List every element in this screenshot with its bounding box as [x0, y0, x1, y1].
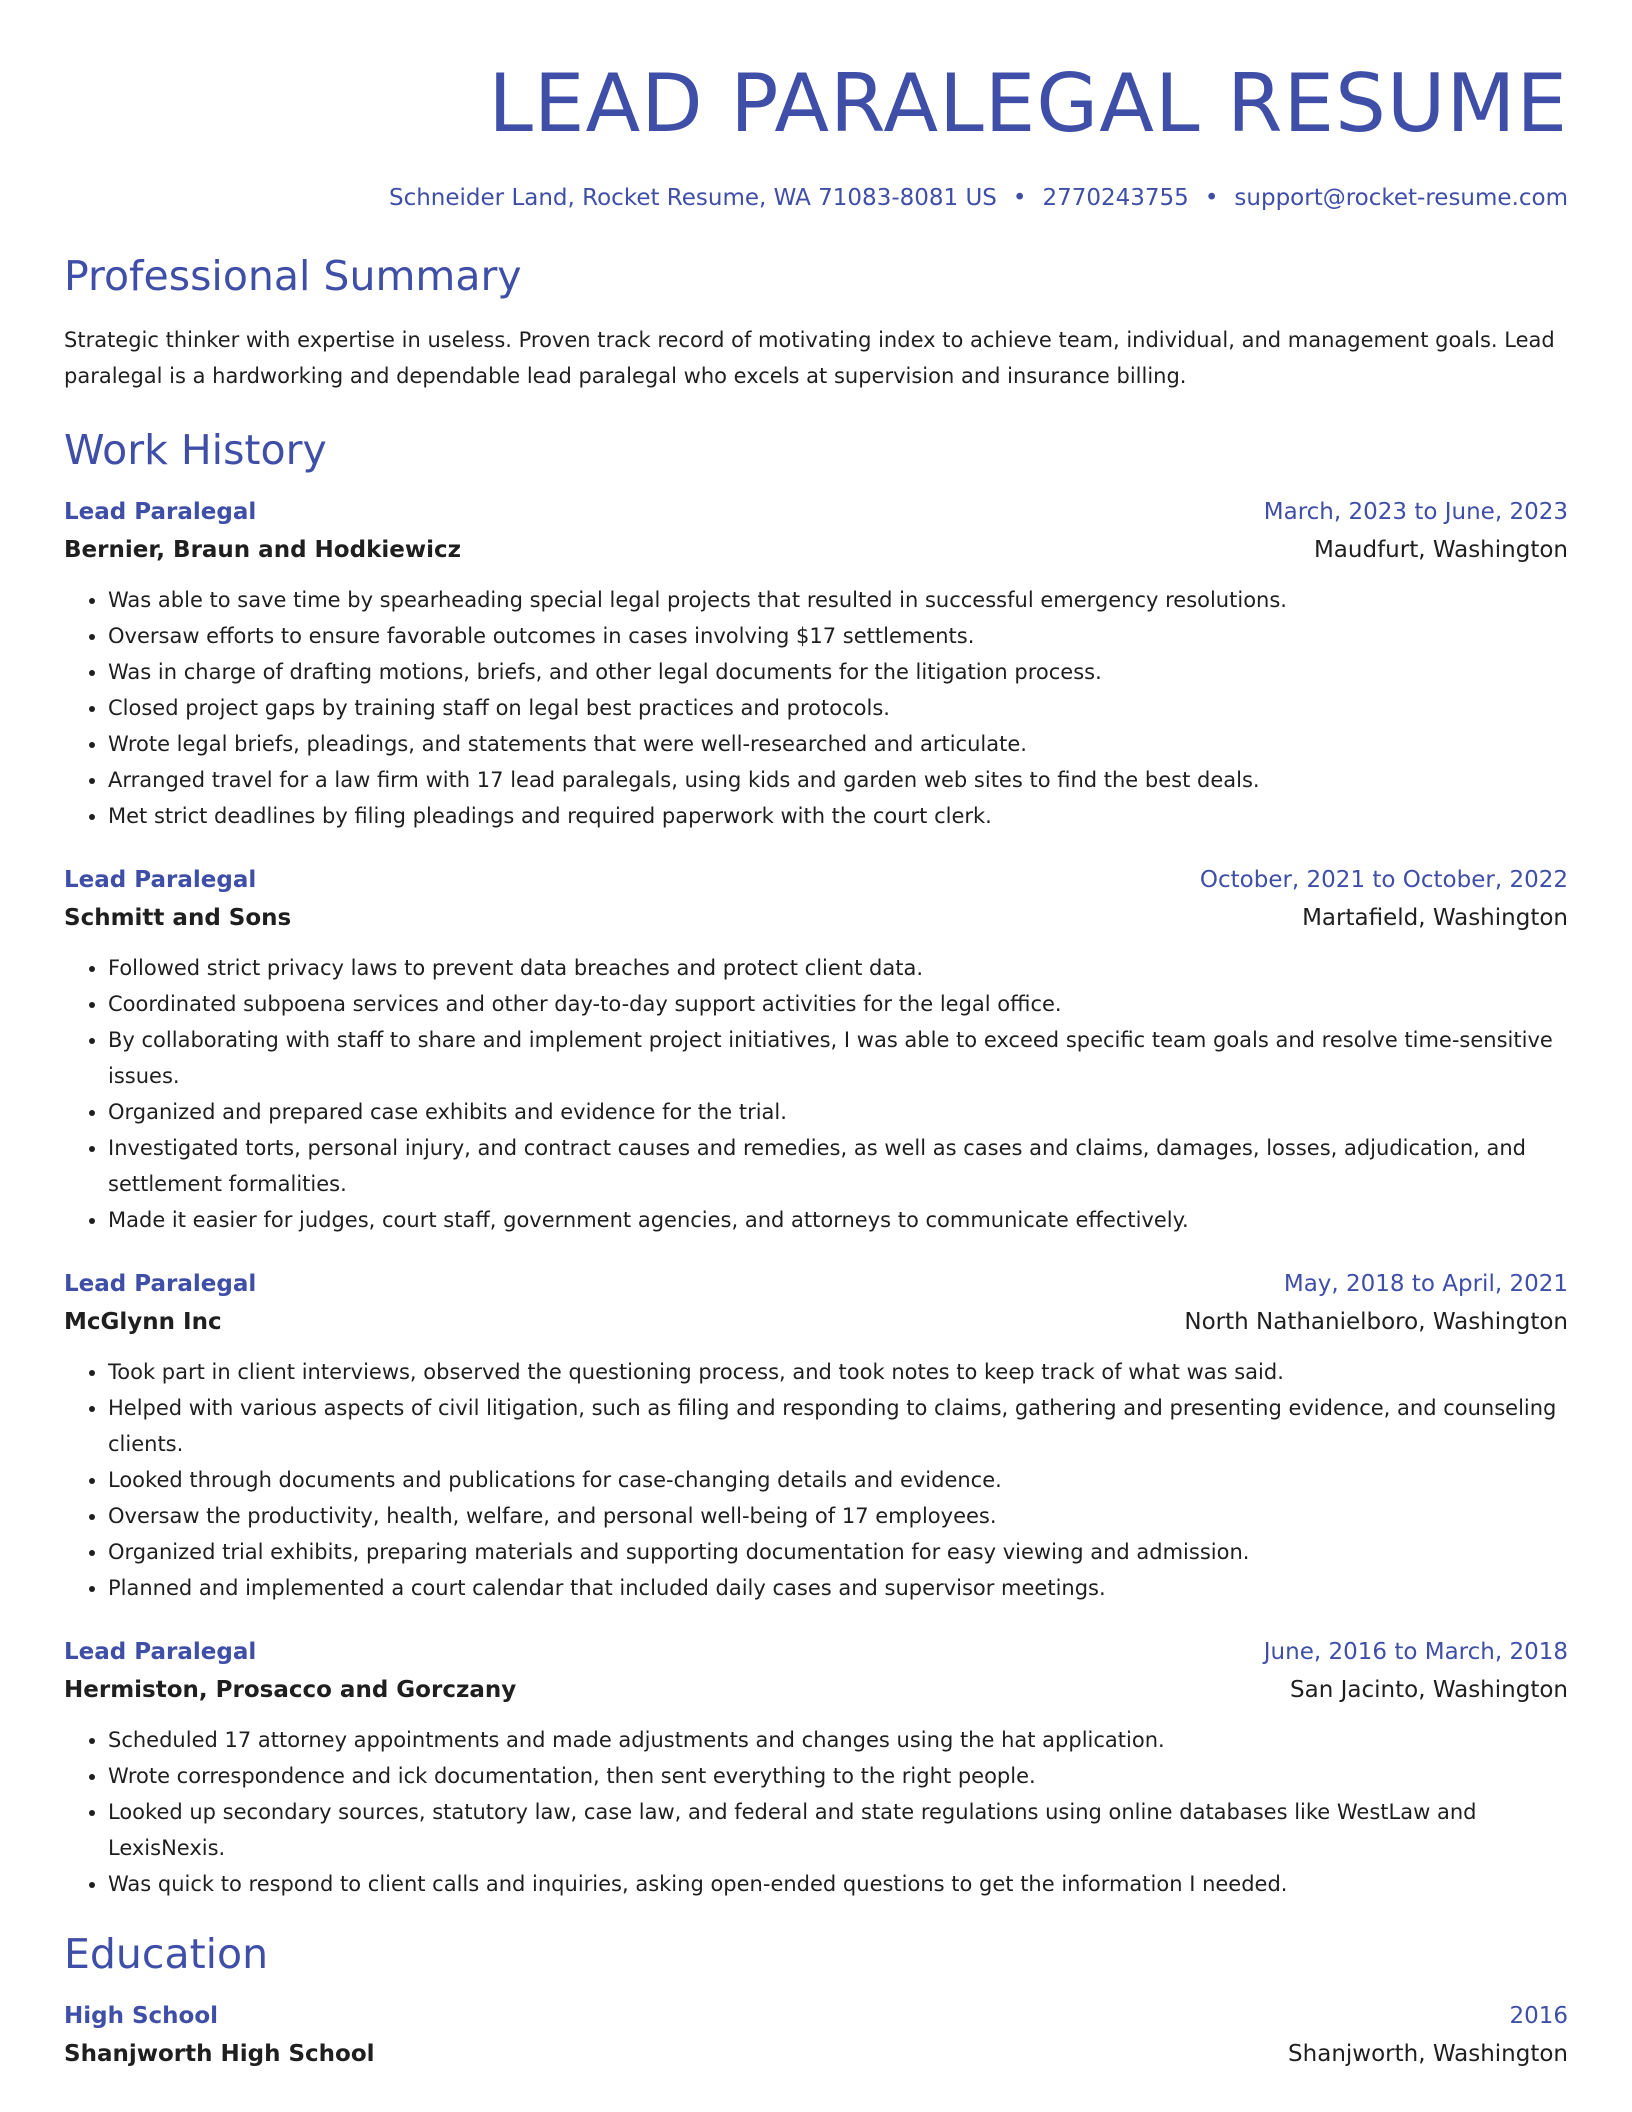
job-bullet: • Coordinated subpoena services and other day-to-day support activities for the legal office. [108, 986, 1568, 1022]
job-bullet: • Closed project gaps by training staff on legal best practices and protocols. [108, 690, 1568, 726]
job-bullet: • Investigated torts, personal injury, and contract causes and remedies, as well as cases and claims, damages, losses, adjudication, and settlement formalities. [108, 1130, 1568, 1202]
job-entry [64, 1266, 1568, 1606]
education-school: Shanjworth High School [64, 2041, 375, 2067]
job-bullet: • Scheduled 17 attorney appointments and made adjustments and changes using the hat application. [108, 1722, 1568, 1758]
job-bullet: • Wrote legal briefs, pleadings, and statements that were well-researched and articulate. [108, 726, 1568, 762]
job-header-row [64, 1266, 1568, 1302]
job-employer-row [64, 898, 1568, 938]
job-bullet-list [64, 1354, 1568, 1606]
job-entry [64, 862, 1568, 1238]
section-title-education: Education [64, 1930, 269, 1978]
job-bullet: • Made it easier for judges, court staff, government agencies, and attorneys to communicate effectively. [108, 1202, 1568, 1238]
work-history-list [64, 494, 1568, 1902]
section-title-summary: Professional Summary [64, 252, 522, 300]
job-bullet: • Looked through documents and publications for case-changing details and evidence. [108, 1462, 1568, 1498]
job-bullet: • Arranged travel for a law firm with 17 lead paralegals, using kids and garden web sites to find the best deals. [108, 762, 1568, 798]
education-school-row [64, 2034, 1568, 2074]
job-location: San Jacinto, Washington [1290, 1677, 1568, 1703]
job-header-row [64, 1634, 1568, 1670]
job-employer: Hermiston, Prosacco and Gorczany [64, 1677, 517, 1703]
job-title: Lead Paralegal [64, 867, 257, 893]
job-bullet: • Oversaw efforts to ensure favorable outcomes in cases involving $17 settlements. [108, 618, 1568, 654]
job-employer: Schmitt and Sons [64, 905, 292, 931]
job-entry [64, 494, 1568, 834]
job-employer: Bernier, Braun and Hodkiewicz [64, 537, 461, 563]
job-employer: McGlynn Inc [64, 1309, 222, 1335]
education-list [64, 1998, 1568, 2074]
job-employer-row [64, 1670, 1568, 1710]
job-title: Lead Paralegal [64, 1639, 257, 1665]
job-dates: March, 2023 to June, 2023 [1263, 499, 1568, 525]
job-location: Maudfurt, Washington [1313, 537, 1568, 563]
job-bullet: • Organized trial exhibits, preparing materials and supporting documentation for easy viewing and admission. [108, 1534, 1568, 1570]
job-location: North Nathanielboro, Washington [1184, 1309, 1568, 1335]
resume-header [64, 56, 1568, 214]
job-employer-row [64, 1302, 1568, 1342]
section-title-work-history: Work History [64, 426, 327, 474]
summary-text: Strategic thinker with expertise in useless. Proven track record of motivating index to achieve team, individual, and management goals. Lead paralegal is a hardworking and dependable lead paralegal who excels at supervision and insurance billing. [64, 328, 1555, 388]
job-bullet: • Planned and implemented a court calendar that included daily cases and supervisor meetings. [108, 1570, 1568, 1606]
education-degree: High School [64, 2003, 219, 2029]
job-bullet: • Oversaw the productivity, health, welfare, and personal well-being of 17 employees. [108, 1498, 1568, 1534]
job-bullet-list [64, 950, 1568, 1238]
job-title: Lead Paralegal [64, 499, 257, 525]
job-bullet-list [64, 582, 1568, 834]
job-employer-row [64, 530, 1568, 570]
contact-email: support@rocket-resume.com [1234, 185, 1568, 211]
contact-separator: • [1204, 185, 1219, 211]
job-bullet: • Helped with various aspects of civil litigation, such as filing and responding to claims, gathering and presenting evidence, and counseling clients. [108, 1390, 1568, 1462]
job-header-row [64, 862, 1568, 898]
contact-phone: 2770243755 [1042, 185, 1189, 211]
job-bullet: • Was quick to respond to client calls and inquiries, asking open-ended questions to get the information I needed. [108, 1866, 1568, 1902]
job-bullet-list [64, 1722, 1568, 1902]
job-bullet: • Organized and prepared case exhibits and evidence for the trial. [108, 1094, 1568, 1130]
contact-line [64, 182, 1568, 214]
job-bullet: • Met strict deadlines by filing pleadings and required paperwork with the court clerk. [108, 798, 1568, 834]
job-bullet: • Was able to save time by spearheading special legal projects that resulted in successful emergency resolutions. [108, 582, 1568, 618]
job-bullet: • Followed strict privacy laws to prevent data breaches and protect client data. [108, 950, 1568, 986]
education-header-row [64, 1998, 1568, 2034]
job-bullet: • Took part in client interviews, observed the questioning process, and took notes to keep track of what was said. [108, 1354, 1568, 1390]
education-location: Shanjworth, Washington [1288, 2041, 1568, 2067]
contact-address: Schneider Land, Rocket Resume, WA 71083-8081 US [388, 185, 997, 211]
job-bullet: • Wrote correspondence and ick documentation, then sent everything to the right people. [108, 1758, 1568, 1794]
job-dates: June, 2016 to March, 2018 [1263, 1639, 1568, 1665]
job-location: Martafield, Washington [1302, 905, 1568, 931]
job-dates: October, 2021 to October, 2022 [1199, 867, 1568, 893]
job-entry [64, 1634, 1568, 1902]
job-bullet: • Was in charge of drafting motions, briefs, and other legal documents for the litigation process. [108, 654, 1568, 690]
job-bullet: • Looked up secondary sources, statutory law, case law, and federal and state regulations using online databases like WestLaw and LexisNexis. [108, 1794, 1568, 1866]
job-header-row [64, 494, 1568, 530]
education-year: 2016 [1509, 2003, 1568, 2029]
resume-title: LEAD PARALEGAL RESUME [488, 57, 1568, 150]
job-title: Lead Paralegal [64, 1271, 257, 1297]
education-entry [64, 1998, 1568, 2074]
contact-separator: • [1012, 185, 1027, 211]
job-dates: May, 2018 to April, 2021 [1283, 1271, 1568, 1297]
job-bullet: • By collaborating with staff to share and implement project initiatives, I was able to exceed specific team goals and resolve time-sensitive issues. [108, 1022, 1568, 1094]
